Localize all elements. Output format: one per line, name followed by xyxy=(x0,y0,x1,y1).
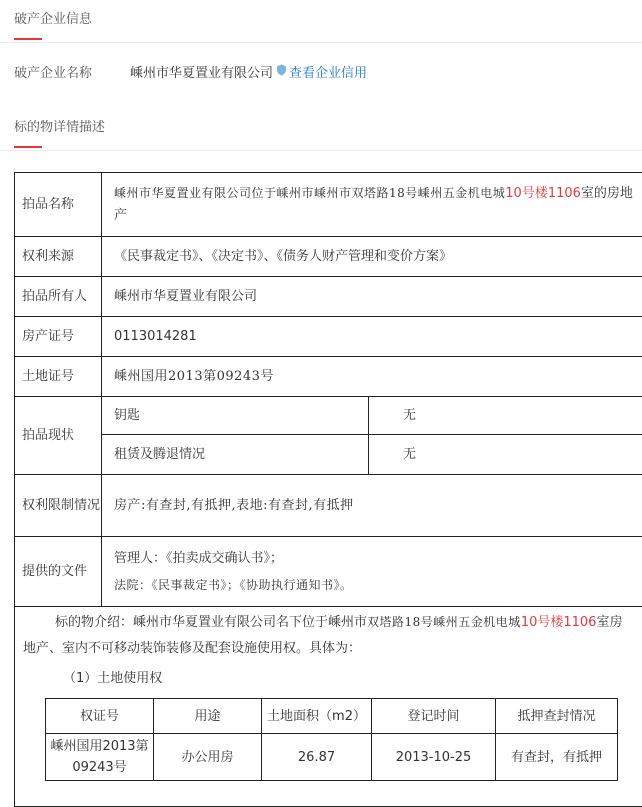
docs-value xyxy=(102,537,642,607)
restriction-label: 权利限制情况 xyxy=(15,475,102,537)
company-name-label: 破产企业名称 xyxy=(14,62,92,81)
details-table xyxy=(14,172,642,807)
land-cert-value: 嵊州国用2013第09243号 xyxy=(102,357,642,397)
col-header-area: 土地面积（m2） xyxy=(262,699,372,734)
docs-court: 法院：《民事裁定书》；《协助执行通知书》。 xyxy=(114,574,634,596)
owner-label: 拍品所有人 xyxy=(15,277,102,317)
status-label: 拍品现状 xyxy=(15,397,102,475)
lease-label: 租赁及腾退情况 xyxy=(102,435,369,475)
property-cert-label: 房产证号 xyxy=(15,317,102,357)
docs-label: 提供的文件 xyxy=(15,537,102,607)
table-row-docs xyxy=(15,537,642,607)
table-row-intro xyxy=(15,607,642,807)
docs-admin: 管理人：《拍卖成交确认书》； xyxy=(114,548,634,570)
section-title-item-details: 标的物详情描述 xyxy=(14,116,105,135)
table-row-rights-source xyxy=(15,237,642,277)
restriction-value: 房产:有查封,有抵押,表地:有查封,有抵押 xyxy=(102,475,642,537)
col-header-date: 登记时间 xyxy=(372,699,496,734)
land-cert-label: 土地证号 xyxy=(15,357,102,397)
col-header-cert: 权证号 xyxy=(46,699,154,734)
cell-area: 26.87 xyxy=(262,734,372,781)
section-title-underline xyxy=(14,146,42,148)
land-use-subsection-title: （1）土地使用权 xyxy=(23,666,634,692)
col-header-status: 抵押查封情况 xyxy=(496,699,618,734)
item-name-label: 拍品名称 xyxy=(15,173,102,237)
section-divider xyxy=(0,150,642,151)
cell-date: 2013-10-25 xyxy=(372,734,496,781)
cell-cert: 嵊州国用2013第09243号 xyxy=(46,734,154,781)
intro-label: 标的物介绍： xyxy=(55,615,133,630)
table-row-owner xyxy=(15,277,642,317)
view-credit-link[interactable] xyxy=(276,62,367,81)
table-row-land-cert xyxy=(15,357,642,397)
table-row-item-name xyxy=(15,173,642,237)
table-row-restriction xyxy=(15,475,642,537)
table-row xyxy=(46,734,618,781)
table-row-property-cert xyxy=(15,317,642,357)
lease-value: 无 xyxy=(369,435,642,475)
table-row-lease xyxy=(15,435,642,475)
owner-value: 嵊州市华夏置业有限公司 xyxy=(102,277,642,317)
rights-source-label: 权利来源 xyxy=(15,237,102,277)
section-title-underline xyxy=(14,38,42,40)
table-row-key xyxy=(15,397,642,435)
shield-icon xyxy=(276,64,289,80)
section-title-bankrupt-company: 破产企业信息 xyxy=(14,8,92,27)
key-value: 无 xyxy=(369,397,642,435)
cell-status: 有查封，有抵押 xyxy=(496,734,618,781)
item-intro: 标的物介绍：嵊州市华夏置业有限公司名下位于嵊州市双塔路18号嵊州五金机电城10号楼1106室房地产、室内不可移动装饰装修及配套设施使用权。具体为： （1）土地使用权 权证号 用途 土地面积（m2） 登记时间 抵押查封情况 嵊州国用2013第09243号 办公用房 26.87 2013-10-25 有查封，有抵押 xyxy=(15,607,642,807)
company-name-value: 嵊州市华夏置业有限公司 xyxy=(130,62,273,81)
key-label: 钥匙 xyxy=(102,397,369,435)
land-use-table xyxy=(45,698,618,781)
item-name-value: 嵊州市华夏置业有限公司位于嵊州市嵊州市双塔路18号嵊州五金机电城10号楼1106室的房地产 xyxy=(102,173,642,237)
section-divider xyxy=(0,42,642,43)
view-credit-link-label: 查看企业信用 xyxy=(289,62,367,81)
property-cert-value: 0113014281 xyxy=(102,317,642,357)
cell-use: 办公用房 xyxy=(154,734,262,781)
rights-source-value: 《民事裁定书》、《决定书》、《债务人财产管理和变价方案》 xyxy=(102,237,642,277)
land-use-table-header xyxy=(46,699,618,734)
col-header-use: 用途 xyxy=(154,699,262,734)
